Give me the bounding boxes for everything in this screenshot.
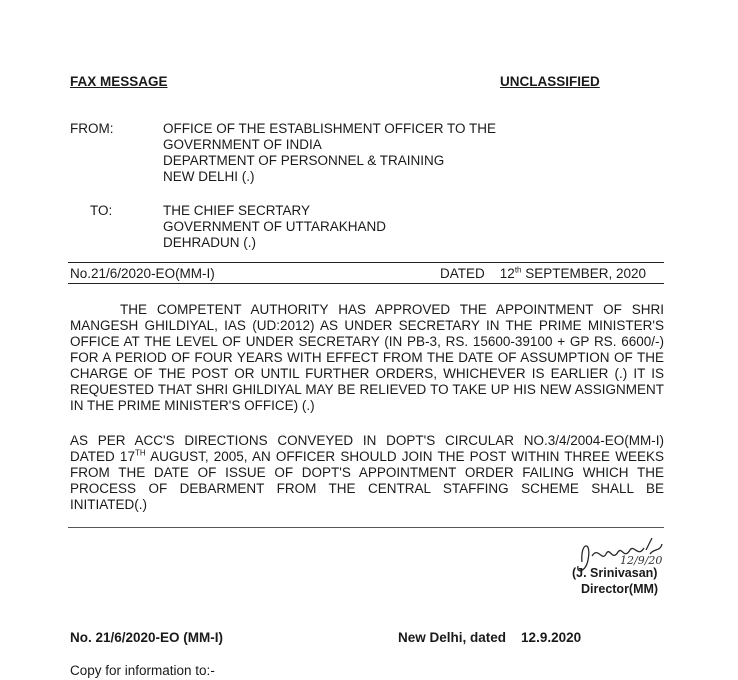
from-line: NEW DELHI (.) bbox=[163, 169, 255, 184]
to-line: DEHRADUN (.) bbox=[163, 235, 256, 250]
signatory-designation: Director(MM) bbox=[581, 582, 659, 596]
footer-place-label: New Delhi, dated bbox=[398, 630, 507, 645]
from-line: GOVERNMENT OF INDIA bbox=[163, 137, 322, 152]
fax-message-heading: FAX MESSAGE bbox=[70, 74, 168, 89]
footer-number: No. 21/6/2020-EO (MM-I) bbox=[70, 630, 224, 645]
body-paragraph-2 bbox=[70, 433, 664, 513]
copy-information-line: Copy for information to:- bbox=[70, 663, 215, 678]
to-line: THE CHIEF SECRTARY bbox=[163, 203, 311, 218]
date-suffix: th bbox=[514, 265, 522, 275]
body-paragraph-1: THE COMPETENT AUTHORITY HAS APPROVED THE APPOINTMENT OF SHRI MANGESH GHILDIYAL, IAS (UD:2012) AS UNDER SECRETARY IN THE PRIME MINISTER'S OFFICE AT THE LEVEL OF UNDER SECRETARY (IN PB-3, RS. 15600-39100 + GP RS. 6600/-) FOR A PERIOD OF FOUR YEARS WITH EFFECT FROM THE DATE OF ASSUMPTION OF THE CHARGE OF THE POST OR UNTIL FURTHER ORDERS, WHICHEVER IS EARLIER (.) IT IS REQUESTED THAT SHRI GHILDIYAL MAY BE RELIEVED TO TAKE UP HIS NEW ASSIGNMENT IN THE PRIME MINISTER'S OFFICE) (.) bbox=[70, 302, 664, 413]
date-rest: SEPTEMBER, 2020 bbox=[525, 266, 647, 281]
reference-number: No.21/6/2020-EO(MM-I) bbox=[70, 266, 215, 281]
classification-heading: UNCLASSIFIED bbox=[500, 74, 600, 89]
to-label: TO: bbox=[90, 203, 113, 218]
bottom-rule bbox=[68, 283, 664, 284]
reference-date bbox=[440, 266, 646, 282]
dated-label: DATED bbox=[440, 266, 485, 281]
separator-rule bbox=[68, 527, 664, 528]
footer-place-date bbox=[398, 630, 581, 646]
from-line: OFFICE OF THE ESTABLISHMENT OFFICER TO THE bbox=[163, 121, 497, 136]
from-line: DEPARTMENT OF PERSONNEL & TRAINING bbox=[163, 153, 445, 168]
to-line: GOVERNMENT OF UTTARAKHAND bbox=[163, 219, 387, 234]
top-rule bbox=[68, 262, 664, 263]
from-address bbox=[163, 121, 496, 185]
from-label: FROM: bbox=[70, 121, 114, 136]
to-address bbox=[163, 203, 386, 251]
para2-start: AS PER ACC'S DIRECTIONS CONVEYED IN DOPT'S CIRCULAR NO.3/4/2004-EO(MM-I) DATED 17 bbox=[70, 433, 664, 464]
date-day: 12 bbox=[499, 266, 515, 281]
signature-date: 12/9/20 bbox=[620, 554, 663, 567]
para2-superscript: TH bbox=[134, 448, 146, 458]
para2-rest: AUGUST, 2005, AN OFFICER SHOULD JOIN THE POST WITHIN THREE WEEKS FROM THE DATE OF ISSUE OF DOPT'S APPOINTMENT ORDER FAILING WHICH THE PROCESS OF DEBARMENT FROM THE CENTRAL STAFFING SCHEME SHALL BE INITIATED(.) bbox=[70, 449, 664, 512]
footer-date-value: 12.9.2020 bbox=[521, 630, 582, 645]
signatory-name: (J. Srinivasan) bbox=[572, 566, 658, 580]
